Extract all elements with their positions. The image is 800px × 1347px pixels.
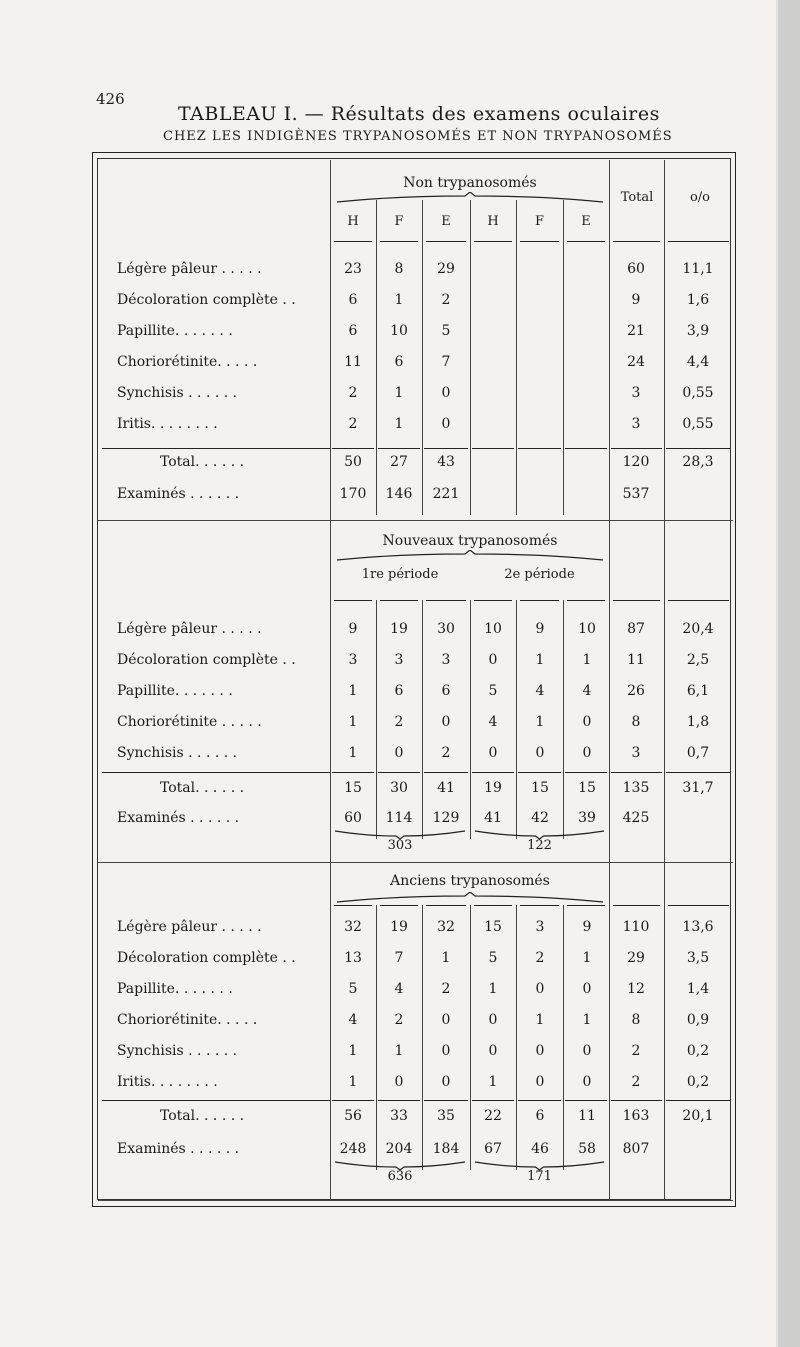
header-rule: [613, 600, 660, 601]
examined-cell: 46: [531, 1141, 549, 1157]
table-cell: 60: [627, 261, 645, 277]
header-rule: [613, 241, 660, 242]
table-cell: 0: [535, 1043, 545, 1059]
sub-header-f: F: [534, 214, 545, 229]
table-cell: 11: [344, 354, 362, 370]
header-rule: [474, 600, 512, 601]
col-line: [563, 905, 564, 1170]
table-cell: 0: [441, 1012, 451, 1028]
table-cell: 10: [390, 323, 408, 339]
table-cell: 1: [348, 745, 358, 761]
total-rule: [565, 1100, 607, 1101]
table-cell: 6: [348, 292, 358, 308]
table-cell: 20,4: [682, 621, 714, 637]
table-cell: 7: [394, 950, 404, 966]
table-cell: 6: [394, 354, 404, 370]
examined-cell: 221: [432, 486, 460, 502]
table-cell: 21: [627, 323, 645, 339]
total-rule: [378, 448, 420, 449]
header-rule: [380, 600, 418, 601]
table-cell: 0,7: [686, 745, 710, 761]
section-separator: [98, 862, 733, 863]
total-rule: [472, 772, 514, 773]
examined-cell: 129: [432, 810, 460, 826]
table-cell: 9: [582, 919, 592, 935]
header-rule: [520, 241, 559, 242]
total-rule: [666, 772, 731, 773]
table-cell: 0: [441, 385, 451, 401]
table-cell: 2: [535, 950, 545, 966]
table-cell: 0,55: [682, 416, 714, 432]
total-label: Total. . . . . .: [160, 1108, 245, 1124]
total-cell: 50: [344, 454, 362, 470]
table-cell: 0: [441, 416, 451, 432]
total-cell: 30: [390, 780, 408, 796]
sub-header-e: E: [441, 214, 451, 229]
table-cell: 2: [631, 1043, 641, 1059]
table-cell: 2: [441, 981, 451, 997]
table-cell: 1: [348, 1043, 358, 1059]
examined-cell: 114: [385, 810, 413, 826]
total-cell: 43: [437, 454, 455, 470]
table-cell: 8: [631, 714, 641, 730]
sub-header-h: H: [487, 214, 499, 229]
total-cell: 11: [578, 1108, 596, 1124]
header-rule: [613, 905, 660, 906]
group-sum: 636: [387, 1169, 413, 1184]
table-cell: 10: [578, 621, 596, 637]
row-label: Synchisis . . . . . .: [117, 745, 238, 761]
header-rule: [668, 241, 729, 242]
table-cell: 1: [394, 1043, 404, 1059]
examined-cell: 41: [484, 810, 502, 826]
header-rule: [474, 905, 512, 906]
row-label: Décoloration complète . .: [117, 292, 296, 308]
table-cell: 2: [441, 745, 451, 761]
row-label: Papillite. . . . . . .: [117, 683, 233, 699]
column-header-total: Total: [620, 190, 654, 205]
examined-cell: 170: [339, 486, 367, 502]
total-rule: [102, 448, 330, 449]
table-cell: 13: [344, 950, 362, 966]
total-rule: [424, 1100, 468, 1101]
table-cell: 9: [348, 621, 358, 637]
total-rule: [666, 448, 731, 449]
table-cell: 0: [488, 1012, 498, 1028]
table-cell: 0: [582, 1043, 592, 1059]
total-rule: [518, 1100, 561, 1101]
table-cell: 7: [441, 354, 451, 370]
group-brace: [335, 192, 605, 204]
table-cell: 11,1: [682, 261, 714, 277]
examined-cell: 67: [484, 1141, 502, 1157]
table-cell: 0: [535, 981, 545, 997]
table-cell: 0: [441, 714, 451, 730]
total-cell: 31,7: [682, 780, 714, 796]
table-cell: 8: [394, 261, 404, 277]
total-rule: [378, 772, 420, 773]
examined-cell: 58: [578, 1141, 596, 1157]
table-cell: 1: [582, 950, 592, 966]
table-cell: 0: [582, 981, 592, 997]
group-label: Non trypanosomés: [403, 175, 537, 191]
header-rule: [474, 241, 512, 242]
row-label: Décoloration complète . .: [117, 652, 296, 668]
header-rule: [520, 600, 559, 601]
group-sum: 122: [527, 838, 552, 853]
total-cell: 163: [622, 1108, 650, 1124]
table-cell: 110: [622, 919, 650, 935]
table-cell: 4: [348, 1012, 358, 1028]
table-cell: 0: [441, 1074, 451, 1090]
table-cell: 1: [348, 1074, 358, 1090]
section-separator: [98, 1200, 733, 1201]
table-cell: 24: [627, 354, 645, 370]
table-cell: 13,6: [682, 919, 714, 935]
total-label: Total. . . . . .: [160, 454, 245, 470]
header-rule: [426, 600, 466, 601]
table-cell: 2: [394, 714, 404, 730]
total-rule: [472, 448, 514, 449]
table-cell: 1: [488, 1074, 498, 1090]
table-cell: 0: [582, 1074, 592, 1090]
table-cell: 0: [394, 1074, 404, 1090]
header-rule: [334, 600, 372, 601]
table-cell: 0,2: [686, 1074, 710, 1090]
row-label: Choriorétinite . . . . .: [117, 714, 262, 730]
header-rule: [334, 905, 372, 906]
header-rule: [334, 241, 372, 242]
total-rule: [332, 1100, 374, 1101]
total-rule: [518, 448, 561, 449]
section-separator: [98, 520, 733, 521]
total-rule: [611, 448, 662, 449]
group-label: Anciens trypanosomés: [390, 873, 550, 889]
row-label: Synchisis . . . . . .: [117, 385, 238, 401]
table-cell: 6: [441, 683, 451, 699]
row-label: Iritis. . . . . . . .: [117, 1074, 218, 1090]
col-line-percent: [664, 862, 665, 1200]
table-cell: 19: [390, 919, 408, 935]
table-cell: 29: [437, 261, 455, 277]
examined-cell: 204: [385, 1141, 413, 1157]
table-cell: 3: [348, 652, 358, 668]
table-cell: 1: [582, 652, 592, 668]
header-rule: [668, 600, 729, 601]
header-rule: [426, 905, 466, 906]
table-cell: 5: [488, 950, 498, 966]
table-cell: 29: [627, 950, 645, 966]
group-brace: [335, 550, 605, 562]
total-cell: 35: [437, 1108, 455, 1124]
table-cell: 0,55: [682, 385, 714, 401]
total-rule: [424, 448, 468, 449]
table-cell: 5: [441, 323, 451, 339]
table-cell: 32: [437, 919, 455, 935]
column-header-percent: o/o: [689, 190, 711, 205]
table-cell: 0: [582, 714, 592, 730]
row-label: Légère pâleur . . . . .: [117, 919, 262, 935]
table-cell: 1: [535, 714, 545, 730]
col-line-percent: [664, 160, 665, 520]
header-rule: [380, 241, 418, 242]
total-rule: [472, 1100, 514, 1101]
total-cell: 56: [344, 1108, 362, 1124]
table-cell: 0: [535, 745, 545, 761]
table-cell: 6: [348, 323, 358, 339]
total-cell: 28,3: [682, 454, 714, 470]
group-sum: 171: [527, 1169, 552, 1184]
group-sum: 303: [387, 838, 413, 853]
table-cell: 0: [441, 1043, 451, 1059]
total-label: Total. . . . . .: [160, 780, 245, 796]
total-rule: [611, 772, 662, 773]
table-cell: 3: [631, 416, 641, 432]
row-label: Choriorétinite. . . . .: [117, 1012, 258, 1028]
col-line: [563, 200, 564, 515]
header-rule: [426, 241, 466, 242]
examined-cell: 807: [622, 1141, 650, 1157]
table-cell: 0: [488, 652, 498, 668]
table-cell: 1: [582, 1012, 592, 1028]
table-cell: 0: [535, 1074, 545, 1090]
group-brace: [335, 892, 605, 904]
header-rule: [520, 905, 559, 906]
row-label: Synchisis . . . . . .: [117, 1043, 238, 1059]
table-cell: 15: [484, 919, 502, 935]
table-cell: 0: [488, 745, 498, 761]
table-cell: 3: [441, 652, 451, 668]
table-subtitle: CHEZ LES INDIGÈNES TRYPANOSOMÉS ET NON TRYPANOSOMÉS: [163, 129, 673, 144]
examined-label: Examinés . . . . . .: [117, 1141, 240, 1157]
col-line: [516, 905, 517, 1170]
header-rule: [380, 905, 418, 906]
table-cell: 3,5: [686, 950, 710, 966]
page-edge: [778, 0, 800, 1347]
total-rule: [565, 772, 607, 773]
group-label: Nouveaux trypanosomés: [382, 533, 558, 549]
total-cell: 19: [484, 780, 502, 796]
examined-cell: 146: [385, 486, 413, 502]
header-rule: [567, 241, 605, 242]
table-cell: 1: [535, 652, 545, 668]
examined-cell: 60: [344, 810, 362, 826]
total-rule: [518, 772, 561, 773]
table-cell: 2: [441, 292, 451, 308]
table-cell: 4: [488, 714, 498, 730]
total-rule: [565, 448, 607, 449]
table-cell: 1: [488, 981, 498, 997]
total-rule: [332, 448, 374, 449]
table-title: TABLEAU I. — Résultats des examens oculaires: [178, 103, 660, 125]
total-cell: 20,1: [682, 1108, 714, 1124]
table-cell: 1: [394, 292, 404, 308]
row-label: Papillite. . . . . . .: [117, 323, 233, 339]
table-cell: 6,1: [686, 683, 710, 699]
table-cell: 1,6: [686, 292, 710, 308]
row-label: Décoloration complète . .: [117, 950, 296, 966]
table-cell: 1,4: [686, 981, 710, 997]
row-label: Papillite. . . . . . .: [117, 981, 233, 997]
table-cell: 0,9: [686, 1012, 710, 1028]
table-cell: 3: [535, 919, 545, 935]
table-cell: 2: [394, 1012, 404, 1028]
total-cell: 135: [622, 780, 650, 796]
examined-cell: 184: [432, 1141, 460, 1157]
sub-header-f: F: [394, 214, 404, 229]
table-cell: 11: [627, 652, 645, 668]
table-cell: 3: [394, 652, 404, 668]
header-rule: [668, 905, 729, 906]
table-cell: 3: [631, 745, 641, 761]
table-cell: 12: [627, 981, 645, 997]
total-cell: 41: [437, 780, 455, 796]
examined-label: Examinés . . . . . .: [117, 486, 240, 502]
row-label: Choriorétinite. . . . .: [117, 354, 258, 370]
total-cell: 27: [390, 454, 408, 470]
total-rule: [611, 1100, 662, 1101]
table-cell: 1: [441, 950, 451, 966]
table-cell: 1: [394, 385, 404, 401]
page-edge-shadow: [776, 0, 778, 1347]
table-cell: 0: [582, 745, 592, 761]
examined-cell: 537: [622, 486, 650, 502]
total-cell: 120: [622, 454, 650, 470]
row-label: Iritis. . . . . . . .: [117, 416, 218, 432]
table-cell: 9: [535, 621, 545, 637]
table-cell: 32: [344, 919, 362, 935]
total-rule: [378, 1100, 420, 1101]
table-cell: 4: [582, 683, 592, 699]
total-rule: [102, 772, 330, 773]
table-cell: 5: [348, 981, 358, 997]
table-cell: 2: [348, 385, 358, 401]
table-cell: 2: [348, 416, 358, 432]
header-rule: [567, 600, 605, 601]
table-cell: 19: [390, 621, 408, 637]
table-cell: 4: [394, 981, 404, 997]
table-cell: 1: [348, 683, 358, 699]
examined-cell: 425: [622, 810, 650, 826]
table-cell: 5: [488, 683, 498, 699]
col-line: [422, 905, 423, 1170]
total-cell: 22: [484, 1108, 502, 1124]
row-label: Légère pâleur . . . . .: [117, 621, 262, 637]
total-rule: [332, 772, 374, 773]
period-label-1: 1re période: [361, 567, 439, 582]
table-cell: 4: [535, 683, 545, 699]
table-cell: 10: [484, 621, 502, 637]
total-cell: 15: [531, 780, 549, 796]
table-cell: 1: [535, 1012, 545, 1028]
table-cell: 26: [627, 683, 645, 699]
table-cell: 0: [488, 1043, 498, 1059]
table-cell: 1: [348, 714, 358, 730]
col-line: [470, 905, 471, 1170]
table-cell: 6: [394, 683, 404, 699]
table-cell: 0,2: [686, 1043, 710, 1059]
total-cell: 6: [535, 1108, 545, 1124]
col-line: [470, 200, 471, 515]
table-cell: 9: [631, 292, 641, 308]
sub-header-e: E: [581, 214, 591, 229]
table-cell: 87: [627, 621, 645, 637]
total-cell: 15: [344, 780, 362, 796]
sub-header-h: H: [347, 214, 359, 229]
table-cell: 1: [394, 416, 404, 432]
examined-cell: 42: [531, 810, 549, 826]
table-cell: 1,8: [686, 714, 710, 730]
examined-label: Examinés . . . . . .: [117, 810, 240, 826]
examined-cell: 248: [339, 1141, 367, 1157]
table-cell: 2,5: [686, 652, 710, 668]
table-cell: 3: [631, 385, 641, 401]
col-line-percent: [664, 520, 665, 862]
col-line: [376, 905, 377, 1170]
table-cell: 23: [344, 261, 362, 277]
total-cell: 15: [578, 780, 596, 796]
period-label-2: 2e période: [504, 567, 575, 582]
total-cell: 33: [390, 1108, 408, 1124]
page-number: 426: [96, 90, 125, 108]
table-cell: 30: [437, 621, 455, 637]
table-cell: 8: [631, 1012, 641, 1028]
row-label: Légère pâleur . . . . .: [117, 261, 262, 277]
table-cell: 2: [631, 1074, 641, 1090]
examined-cell: 39: [578, 810, 596, 826]
col-line-total: [609, 160, 610, 520]
total-rule: [102, 1100, 330, 1101]
table-cell: 3,9: [686, 323, 710, 339]
col-line: [516, 200, 517, 515]
table-cell: 4,4: [686, 354, 710, 370]
total-rule: [424, 772, 468, 773]
table-cell: 0: [394, 745, 404, 761]
total-rule: [666, 1100, 731, 1101]
header-rule: [567, 905, 605, 906]
